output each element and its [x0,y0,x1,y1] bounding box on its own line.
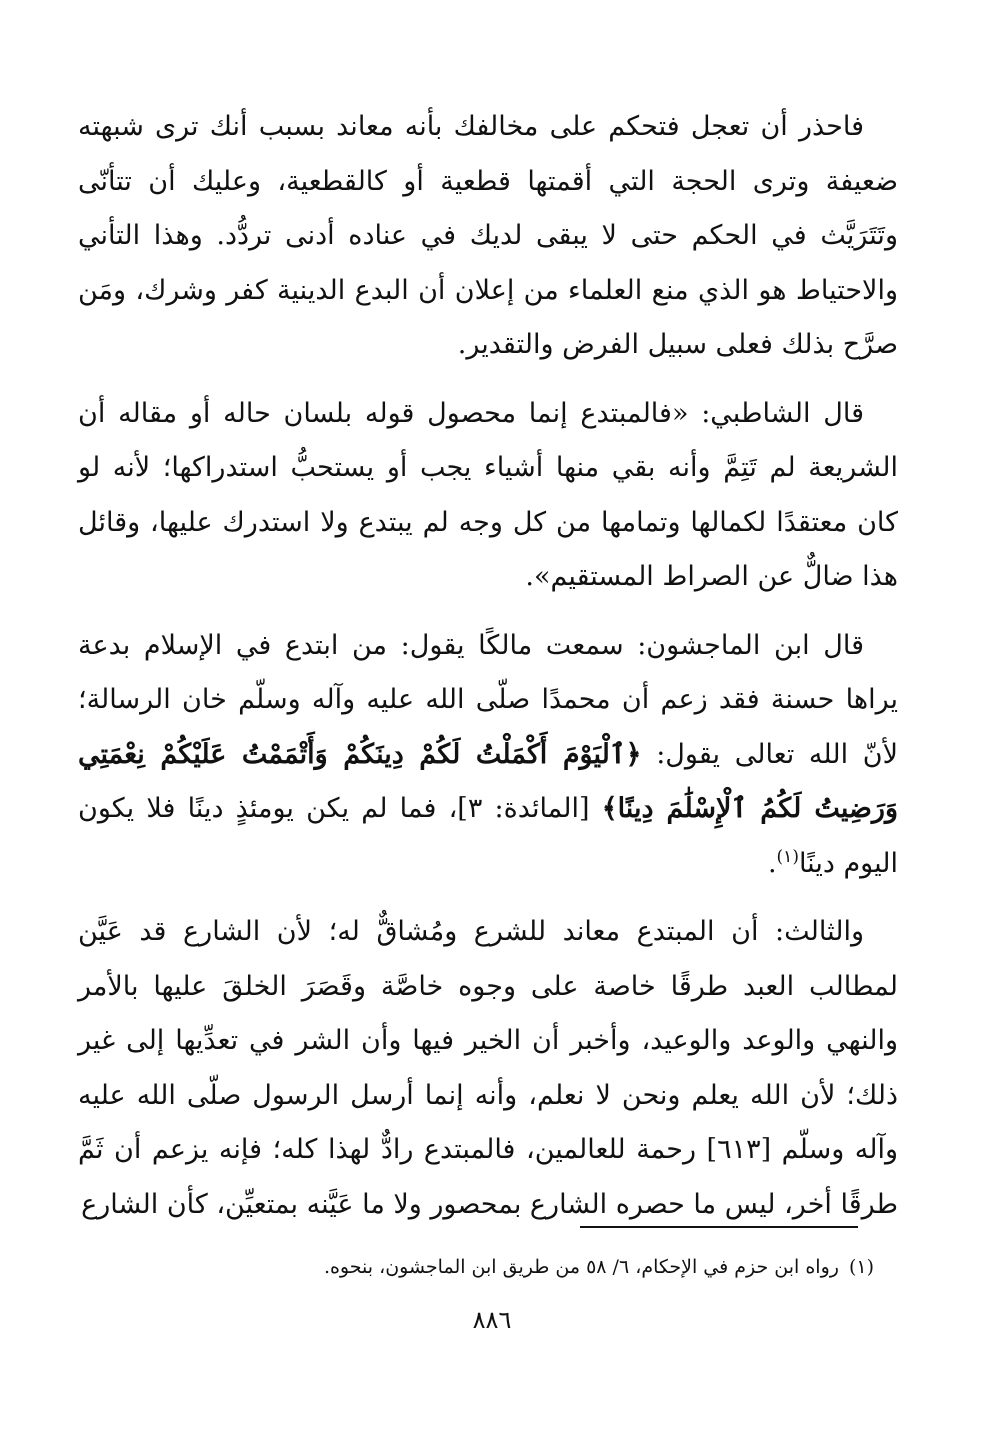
footnote-divider [580,1226,858,1228]
paragraph-2: قال الشاطبي: «فالمبتدع إنما محصول قوله بلسان حاله أو مقاله أن الشريعة لم تَتِمَّ وأنه بقي منها أشياء يجب أو يستحبُّ استدراكها؛ لأنه لو كان معتقدًا لكمالها وتمامها من كل وجه لم يبتدع ولا استدرك عليها، وقائل هذا ضالٌّ عن الصراط المستقيم». [78,397,898,592]
paragraph-3 [78,619,898,892]
paragraph-3-text: قال ابن الماجشون: سمعت مالكًا يقول: من ابتدع في الإسلام بدعة يراها حسنة فقد زعم أن محمدًا صلّى الله عليه وآله وسلّم خان الرسالة؛ لأنّ الله تعالى يقول: [78,629,898,770]
quran-verse: ﴿ٱلْيَوْمَ أَكْمَلْتُ لَكُمْ دِينَكُمْ وَأَتْمَمْتُ عَلَيْكُمْ نِعْمَتِي وَرَضِيتُ لَكُمُ ٱلْإِسْلَٰمَ دِينًا﴾ [78,738,899,824]
footnote [324,1252,874,1282]
footnote-number: (١) [848,1256,874,1278]
page-number: ٨٨٦ [472,1306,512,1334]
paragraph-1: فاحذر أن تعجل فتحكم على مخالفك بأنه معاند بسبب أنك ترى شبهته ضعيفة وترى الحجة التي أقمتها قطعية أو كالقطعية، وعليك أن تتأنّى وتَتَرَيَّث في الحكم حتى لا يبقى لديك في عناده أدنى تردُّد. وهذا التأني والاحتياط هو الذي منع العلماء من إعلان أن البدع الدينية كفر وشرك، ومَن صرَّح بذلك فعلى سبيل الفرض والتقدير. [78,111,898,360]
paragraph-4: والثالث: أن المبتدع معاند للشرع ومُشاقٌّ له؛ لأن الشارع قد عَيَّن لمطالب العبد طرقًا خاصة على وجوه خاصَّة وقَصَرَ الخلقَ عليها بالأمر والنهي والوعد والوعيد، وأخبر أن الخير فيها وأن الشر في تعدِّيها إلى غير ذلك؛ لأن الله يعلم ونحن لا نعلم، وأنه إنما أرسل الرسول صلّى الله عليه وآله وسلّم [٦١٣] رحمة للعالمين، فالمبتدع رادٌّ لهذا كله؛ فإنه يزعم أن ثَمَّ طرقًا أخر، ليس ما حصره الشارع بمحصور ولا ما عَيَّنه بمتعيِّن، كأن الشارع [78,916,899,1220]
paragraph-3-end: . [767,847,777,879]
page-body [78,100,898,1232]
citation-text: [المائدة: ٣]، فما لم يكن يومئذٍ دينًا فلا يكون اليوم دينًا [78,793,898,879]
footnote-text: رواه ابن حزم في الإحكام، ٦/ ٥٨ من طريق ابن الماجشون، بنحوه. [323,1256,839,1278]
footnote-reference[interactable]: (١) [776,846,799,867]
